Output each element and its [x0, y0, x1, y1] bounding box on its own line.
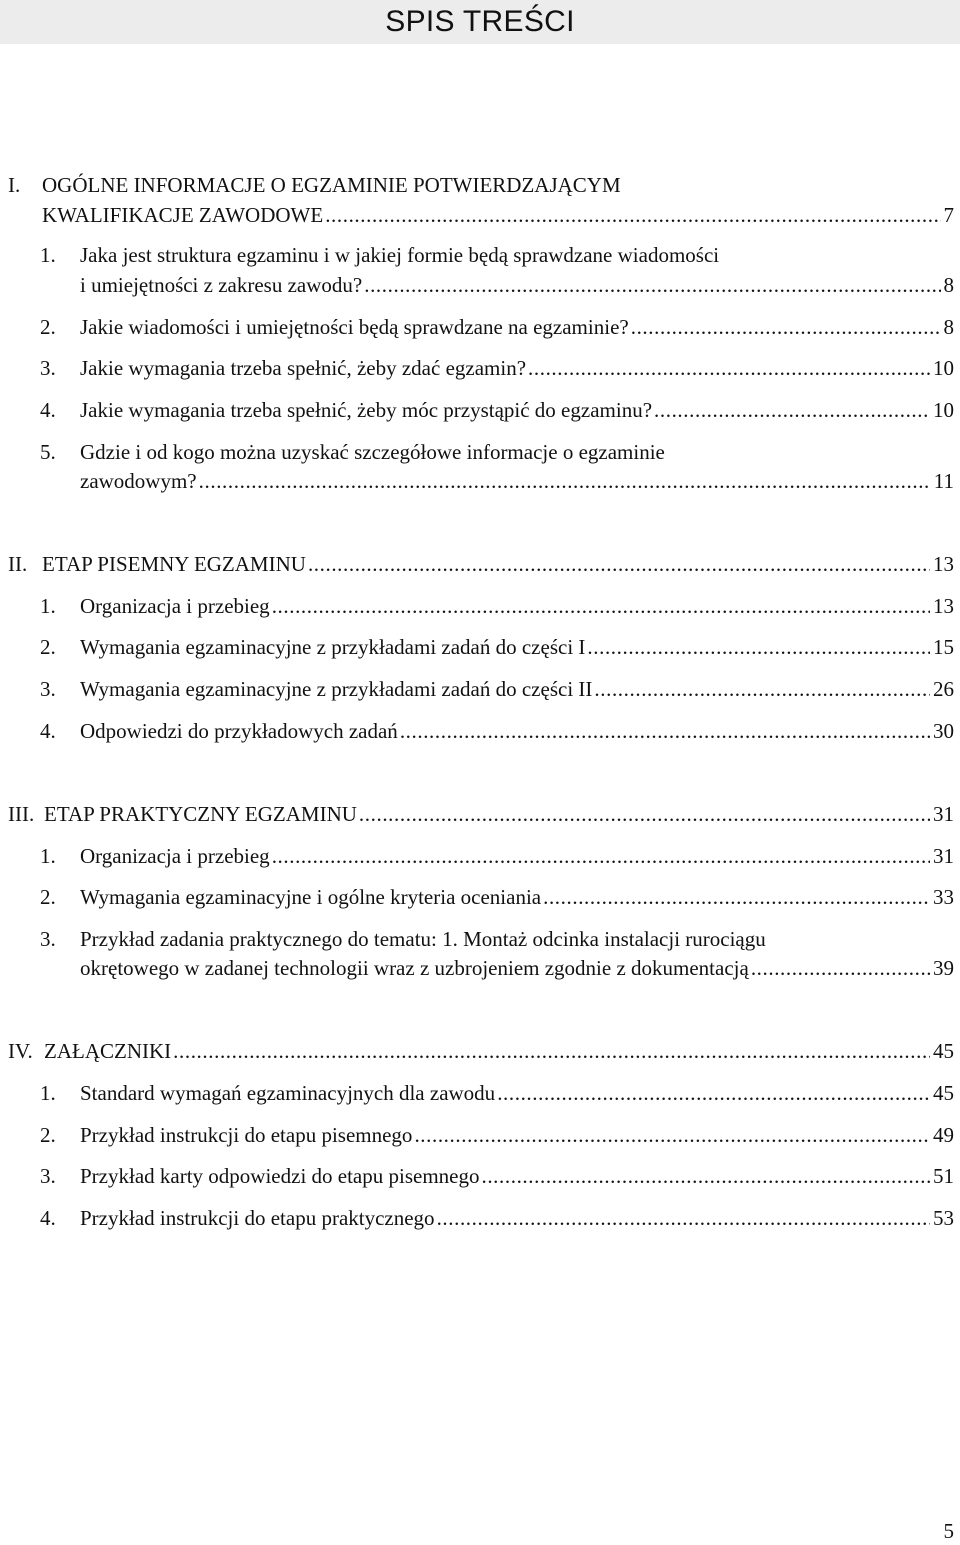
dot-leader [364, 270, 940, 300]
item-text: Przykład zadania praktycznego do tematu: 1. Montaż odcinka instalacji rurociągu [80, 927, 766, 951]
section-title-line: KWALIFIKACJE ZAWODOWE [42, 203, 324, 227]
dot-leader [481, 1161, 930, 1191]
item-number: 2. [40, 315, 56, 339]
section-numeral: I. [8, 173, 21, 197]
page-ref: 8 [943, 273, 954, 297]
section-title-line: ETAP PISEMNY EGZAMINU [42, 552, 306, 576]
section-numeral: II. [8, 552, 28, 576]
item-number: 1. [40, 844, 56, 868]
page-ref: 45 [933, 1081, 954, 1105]
page-ref: 53 [933, 1206, 954, 1230]
page-ref: 10 [933, 398, 954, 422]
item-number: 5. [40, 440, 56, 464]
page-number: 5 [943, 1519, 954, 1543]
item-text: Jakie wymagania trzeba spełnić, żeby móc przystąpić do egzaminu? [80, 398, 653, 422]
dot-leader [528, 353, 930, 383]
page-ref: 51 [933, 1164, 954, 1188]
dot-leader [437, 1203, 930, 1233]
dot-leader [325, 200, 940, 230]
page-ref: 30 [933, 719, 954, 743]
dot-leader [173, 1036, 930, 1066]
dot-leader [199, 466, 931, 496]
item-number: 3. [40, 927, 56, 951]
page-title: SPIS TREŚCI [0, 0, 960, 44]
dot-leader [359, 799, 930, 829]
item-text: okrętowego w zadanej technologii wraz z uzbrojeniem zgodnie z dokumentacją [80, 956, 749, 980]
item-number: 3. [40, 1164, 56, 1188]
item-number: 4. [40, 398, 56, 422]
item-number: 2. [40, 885, 56, 909]
page-ref: 13 [933, 594, 954, 618]
item-number: 2. [40, 1123, 56, 1147]
item-text: Jaka jest struktura egzaminu i w jakiej formie będą sprawdzane wiadomości [80, 243, 720, 267]
page-ref: 7 [943, 203, 954, 227]
dot-leader [587, 632, 930, 662]
item-text: Przykład karty odpowiedzi do etapu pisemnego [80, 1164, 480, 1188]
dot-leader [308, 549, 930, 579]
item-text: Jakie wiadomości i umiejętności będą sprawdzane na egzaminie? [80, 315, 629, 339]
page-ref: 10 [933, 356, 954, 380]
page-ref: 15 [933, 635, 954, 659]
page-ref: 13 [933, 552, 954, 576]
dot-leader [414, 1120, 930, 1150]
item-text: Wymagania egzaminacyjne z przykładami zadań do części II [80, 677, 593, 701]
item-text: Organizacja i przebieg [80, 844, 270, 868]
page-ref: 31 [933, 844, 954, 868]
page-ref: 33 [933, 885, 954, 909]
page-ref: 45 [933, 1039, 954, 1063]
item-text: Organizacja i przebieg [80, 594, 270, 618]
item-text: Gdzie i od kogo można uzyskać szczegółowe informacje o egzaminie [80, 440, 665, 464]
section-title-line: OGÓLNE INFORMACJE O EGZAMINIE POTWIERDZAJĄCYM [42, 173, 621, 197]
section-numeral: III. [8, 802, 35, 826]
dot-leader [497, 1078, 930, 1108]
dot-leader [543, 882, 930, 912]
page-ref: 26 [933, 677, 954, 701]
section-title-line: ZAŁĄCZNIKI [44, 1039, 172, 1063]
page-ref: 39 [933, 956, 954, 980]
dot-leader [400, 716, 930, 746]
dot-leader [594, 674, 930, 704]
item-number: 1. [40, 1081, 56, 1105]
dot-leader [631, 312, 941, 342]
page-ref: 31 [933, 802, 954, 826]
item-number: 2. [40, 635, 56, 659]
dot-leader [751, 953, 930, 983]
page-ref: 49 [933, 1123, 954, 1147]
dot-leader [272, 841, 930, 871]
dot-leader [654, 395, 930, 425]
dot-leader [272, 591, 930, 621]
item-text: Wymagania egzaminacyjne z przykładami zadań do części I [80, 635, 586, 659]
item-text: zawodowym? [80, 469, 197, 493]
section-title-line: ETAP PRAKTYCZNY EGZAMINU [44, 802, 357, 826]
item-text: Wymagania egzaminacyjne i ogólne kryteria oceniania [80, 885, 542, 909]
item-number: 3. [40, 356, 56, 380]
item-text: Jakie wymagania trzeba spełnić, żeby zdać egzamin? [80, 356, 527, 380]
item-number: 3. [40, 677, 56, 701]
item-number: 4. [40, 719, 56, 743]
item-number: 1. [40, 243, 56, 267]
item-text: Przykład instrukcji do etapu pisemnego [80, 1123, 413, 1147]
page-ref: 8 [943, 315, 954, 339]
page-ref: 11 [933, 469, 954, 493]
item-text: Odpowiedzi do przykładowych zadań [80, 719, 398, 743]
section-numeral: IV. [8, 1039, 33, 1063]
item-text: Standard wymagań egzaminacyjnych dla zawodu [80, 1081, 496, 1105]
item-text: i umiejętności z zakresu zawodu? [80, 273, 363, 297]
item-text: Przykład instrukcji do etapu praktycznego [80, 1206, 435, 1230]
item-number: 4. [40, 1206, 56, 1230]
item-number: 1. [40, 594, 56, 618]
